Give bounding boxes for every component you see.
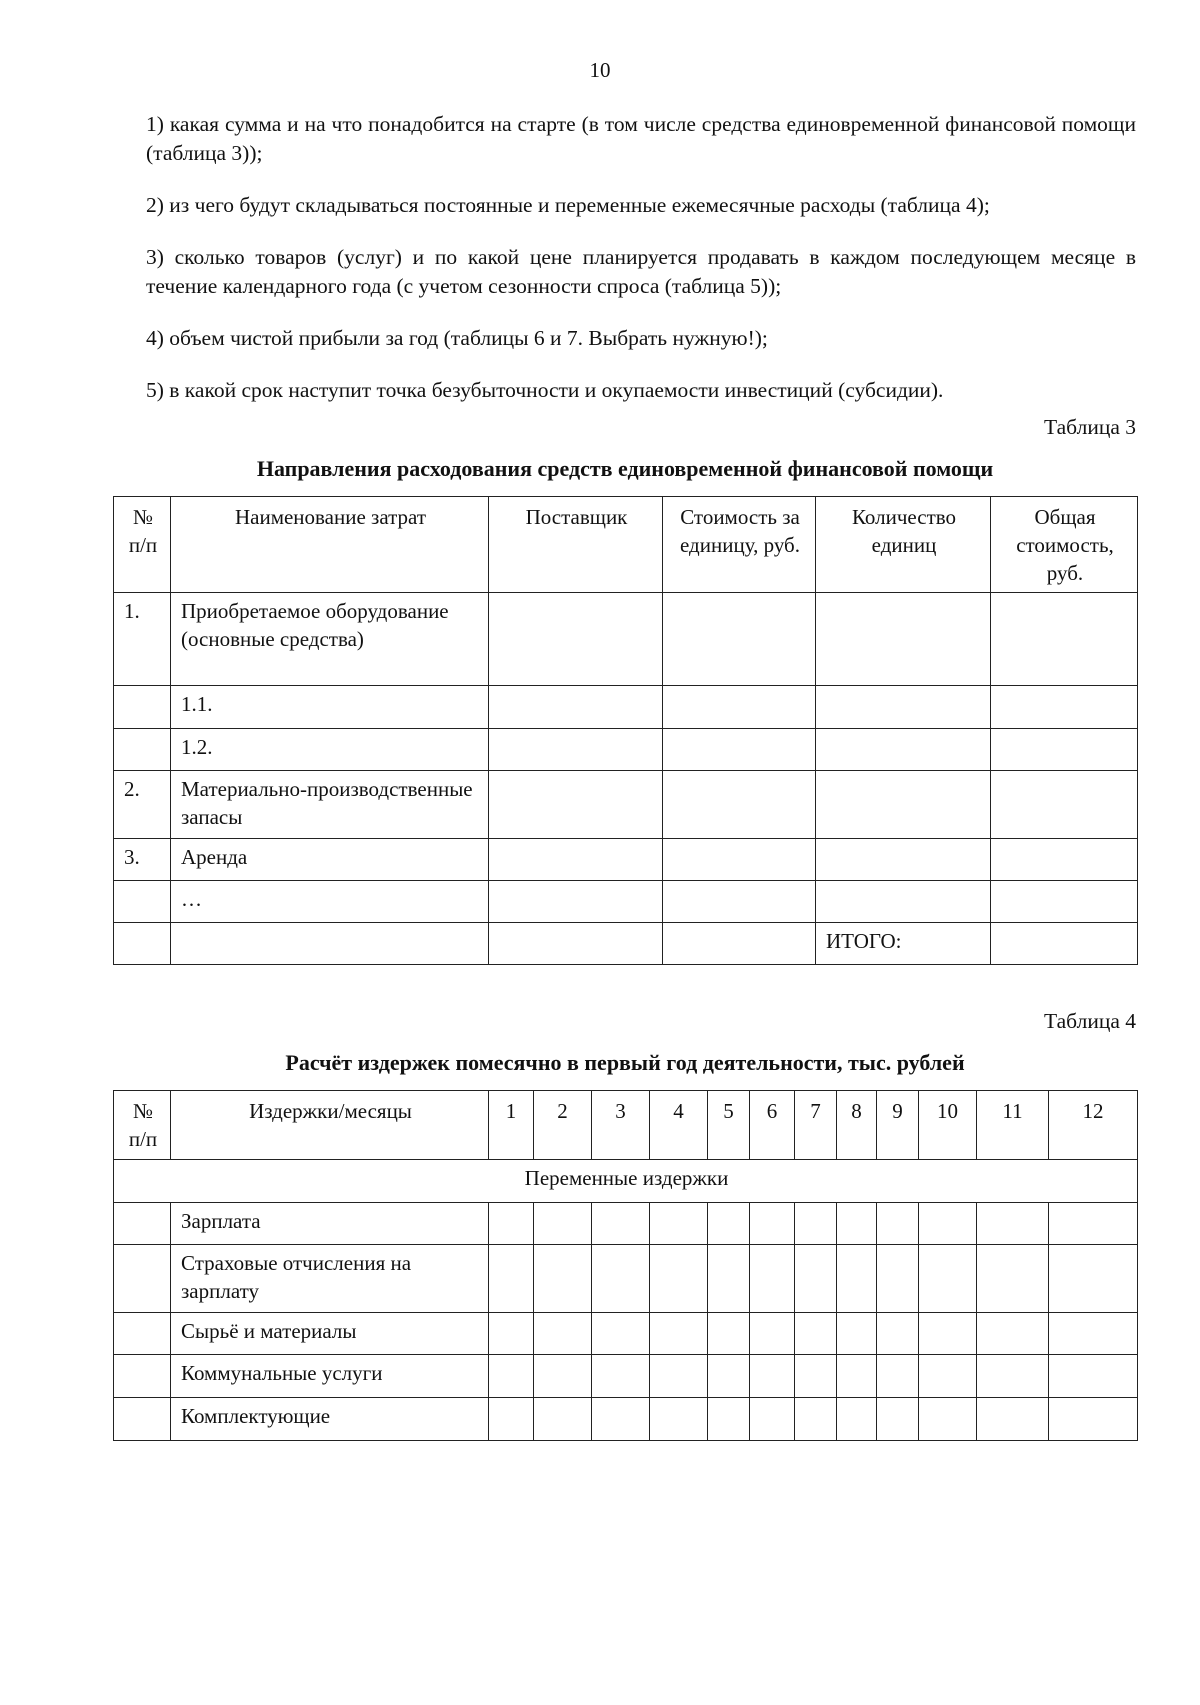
month-header: 3 [592,1091,650,1160]
list-item: 2) из чего будут складываться постоянные и переменные ежемесячные расходы (таблица 4); [146,193,990,217]
month-header: 5 [708,1091,750,1160]
page-number: 10 [589,58,611,82]
table3-caption: Таблица 3 [1044,415,1136,439]
table-cell [114,923,171,965]
total-value [991,923,1138,965]
month-header: 12 [1049,1091,1138,1160]
table-cell [489,771,663,839]
table-row [114,1203,1138,1245]
table4-caption: Таблица 4 [1044,1009,1136,1033]
table-row [114,729,1138,771]
table-cell [816,881,991,923]
table-cell [816,686,991,729]
intro-list [146,110,1136,428]
table-header-row [114,1091,1138,1160]
table-cell [114,1245,171,1313]
table-cell [991,839,1138,881]
row-number: 1. [114,593,171,686]
table-cell [816,593,991,686]
table-cell [489,839,663,881]
table-cell [991,686,1138,729]
month-header: 4 [650,1091,708,1160]
list-item: 1) какая сумма и на что понадобится на старте (в том числе средства единовременной финансовой помощи (таблица 3)); [146,112,1136,165]
row-name: 1.1. [171,686,489,729]
row-name: Сырьё и материалы [171,1313,489,1355]
row-number [114,686,171,729]
row-name: Приобретаемое оборудование (основные средства) [171,593,489,686]
table-cell [489,881,663,923]
table-cell [663,881,816,923]
table-cell [816,839,991,881]
table-cell [991,729,1138,771]
row-name: Коммунальные услуги [171,1355,489,1398]
table3-title: Направления расходования средств единовременной финансовой помощи [256,456,994,481]
column-header: Количество единиц [816,497,991,593]
table-cell [489,729,663,771]
row-number: 2. [114,771,171,839]
table-cell [991,593,1138,686]
table-cell [114,1313,171,1355]
column-header: № п/п [114,497,171,593]
section-label: Переменные издержки [114,1160,1138,1203]
table-cell [663,729,816,771]
month-header: 8 [837,1091,877,1160]
table-cell [663,771,816,839]
table-cell [663,686,816,729]
list-item: 5) в какой срок наступит точка безубыточности и окупаемости инвестиций (субсидии). [146,378,944,402]
row-name: 1.2. [171,729,489,771]
row-number [114,881,171,923]
row-name: Материально-производственные запасы [171,771,489,839]
table-header-row [114,497,1138,593]
table-cell [816,729,991,771]
table-row [114,1398,1138,1441]
row-name: Зарплата [171,1203,489,1245]
list-item: 4) объем чистой прибыли за год (таблицы 6 и 7. Выбрать нужную!); [146,326,768,350]
table-row [114,771,1138,839]
table4-title: Расчёт издержек помесячно в первый год деятельности, тыс. рублей [285,1050,965,1075]
table4 [113,1090,1138,1441]
table-cell [816,771,991,839]
total-label: ИТОГО: [816,923,991,965]
table-cell [489,686,663,729]
table-cell [489,593,663,686]
table-row [114,686,1138,729]
section-row [114,1160,1138,1203]
month-header: 9 [877,1091,919,1160]
table-total-row [114,923,1138,965]
month-header: 10 [919,1091,977,1160]
table-cell [991,771,1138,839]
month-header: 6 [750,1091,795,1160]
column-header: Издержки/месяцы [171,1091,489,1160]
column-header: Стоимость за единицу, руб. [663,497,816,593]
row-name: Страховые отчисления на зарплату [171,1245,489,1313]
row-name: … [171,881,489,923]
column-header: Поставщик [489,497,663,593]
table-row [114,593,1138,686]
table-cell [171,923,489,965]
month-header: 2 [534,1091,592,1160]
table-row [114,1245,1138,1313]
row-name: Аренда [171,839,489,881]
table-cell [663,593,816,686]
column-header: Общая стоимость, руб. [991,497,1138,593]
table-row [114,881,1138,923]
month-header: 11 [977,1091,1049,1160]
table-cell [663,839,816,881]
table-cell [114,1355,171,1398]
row-number: 3. [114,839,171,881]
month-header: 7 [795,1091,837,1160]
table-cell [114,1398,171,1441]
column-header: № п/п [114,1091,171,1160]
table-row [114,839,1138,881]
row-number [114,729,171,771]
table-row [114,1313,1138,1355]
table-cell [991,881,1138,923]
row-name: Комплектующие [171,1398,489,1441]
table-cell [663,923,816,965]
column-header: Наименование затрат [171,497,489,593]
table-row [114,1355,1138,1398]
table-cell [489,923,663,965]
table-cell [114,1203,171,1245]
table3 [113,496,1138,965]
month-header: 1 [489,1091,534,1160]
list-item: 3) сколько товаров (услуг) и по какой цене планируется продавать в каждом последующем месяце в течение календарного года (с учетом сезонности спроса (таблица 5)); [146,245,1136,298]
